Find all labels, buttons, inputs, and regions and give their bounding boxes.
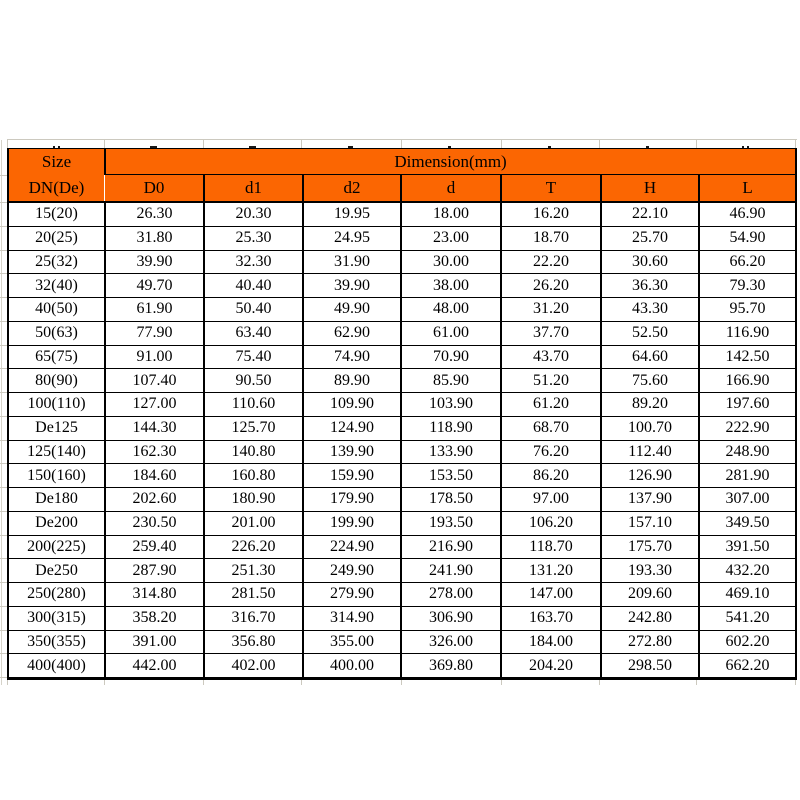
value-cell[interactable]: 281.50	[204, 583, 303, 607]
value-cell[interactable]: 112.40	[601, 440, 699, 464]
value-cell[interactable]: 31.90	[303, 250, 401, 274]
value-cell[interactable]: 139.90	[303, 440, 401, 464]
table-row	[8, 202, 796, 226]
value-cell[interactable]: 349.50	[699, 511, 796, 535]
gutter-gridline-stub	[0, 250, 7, 251]
table-row	[8, 321, 796, 345]
value-cell[interactable]: 391.00	[105, 630, 204, 654]
gutter-gridline-stub	[0, 463, 7, 464]
value-cell[interactable]: 19.95	[303, 202, 401, 226]
value-cell[interactable]: 184.00	[501, 630, 601, 654]
value-cell[interactable]: 16.20	[501, 202, 601, 226]
value-cell[interactable]: 25.70	[601, 226, 699, 250]
size-header-sub-label: DN(De)	[28, 178, 85, 197]
value-cell[interactable]: 166.90	[699, 369, 796, 393]
bottom-gridline-stub	[501, 680, 502, 685]
value-cell[interactable]: 31.20	[501, 298, 601, 322]
size-cell[interactable]: 250(280)	[8, 583, 105, 607]
value-cell[interactable]: 251.30	[204, 559, 303, 583]
value-cell[interactable]: 48.00	[401, 298, 501, 322]
size-cell[interactable]: 65(75)	[8, 345, 105, 369]
value-cell[interactable]: 298.50	[601, 654, 699, 679]
value-cell[interactable]: 230.50	[105, 511, 204, 535]
value-cell[interactable]: 314.80	[105, 583, 204, 607]
gutter-gridline-stub	[0, 226, 7, 227]
value-cell[interactable]: 61.20	[501, 393, 601, 417]
value-cell[interactable]: 79.30	[699, 274, 796, 298]
value-cell[interactable]: 64.60	[601, 345, 699, 369]
value-cell[interactable]: 224.90	[303, 535, 401, 559]
bottom-gridline-stub	[301, 680, 302, 685]
value-cell[interactable]: 90.50	[204, 369, 303, 393]
table-row	[8, 511, 796, 535]
header-row-1	[8, 149, 796, 175]
value-cell[interactable]: 662.20	[699, 654, 796, 679]
value-cell[interactable]: 63.40	[204, 321, 303, 345]
value-cell[interactable]: 142.50	[699, 345, 796, 369]
bottom-gridline-stub	[401, 680, 402, 685]
value-cell[interactable]: 77.90	[105, 321, 204, 345]
value-cell[interactable]: 30.00	[401, 250, 501, 274]
size-cell[interactable]: De200	[8, 511, 105, 535]
gutter-gridline-stub	[0, 273, 7, 274]
bottom-gridline-stub	[599, 680, 600, 685]
bottom-gridline-stub	[203, 680, 204, 685]
value-cell[interactable]: 197.60	[699, 393, 796, 417]
value-cell[interactable]: 442.00	[105, 654, 204, 679]
value-cell[interactable]: 242.80	[601, 606, 699, 630]
value-cell[interactable]: 226.20	[204, 535, 303, 559]
value-cell[interactable]: 52.50	[601, 321, 699, 345]
size-cell[interactable]: 300(315)	[8, 606, 105, 630]
table-row	[8, 393, 796, 417]
value-cell[interactable]: 279.90	[303, 583, 401, 607]
value-cell[interactable]: 118.90	[401, 416, 501, 440]
table-row	[8, 369, 796, 393]
size-cell[interactable]: 80(90)	[8, 369, 105, 393]
header-row-2	[8, 175, 796, 202]
value-cell[interactable]: 184.60	[105, 464, 204, 488]
gutter-gridline-stub	[0, 345, 7, 346]
left-gridline-artifact	[1, 140, 2, 685]
value-cell[interactable]: 49.70	[105, 274, 204, 298]
gutter-gridline-stub	[0, 175, 7, 176]
gutter-gridline-stub	[0, 606, 7, 607]
value-cell[interactable]: 75.40	[204, 345, 303, 369]
table-row	[8, 630, 796, 654]
value-cell[interactable]: 68.70	[501, 416, 601, 440]
value-cell[interactable]: 201.00	[204, 511, 303, 535]
value-cell[interactable]: 140.80	[204, 440, 303, 464]
bottom-gridline-stub	[696, 680, 697, 685]
value-cell[interactable]: 179.90	[303, 488, 401, 512]
value-cell[interactable]: 306.90	[401, 606, 501, 630]
value-cell[interactable]: 100.70	[601, 416, 699, 440]
value-cell[interactable]: 272.80	[601, 630, 699, 654]
value-cell[interactable]: 51.20	[501, 369, 601, 393]
value-cell[interactable]: 39.90	[105, 250, 204, 274]
value-cell[interactable]: 127.00	[105, 393, 204, 417]
value-cell[interactable]: 193.30	[601, 559, 699, 583]
value-cell[interactable]: 31.80	[105, 226, 204, 250]
value-cell[interactable]: 358.20	[105, 606, 204, 630]
size-cell[interactable]: 400(400)	[8, 654, 105, 679]
value-cell[interactable]: 160.80	[204, 464, 303, 488]
value-cell[interactable]: 541.20	[699, 606, 796, 630]
gutter-gridline-stub	[0, 440, 7, 441]
bottom-gridline-stub	[795, 680, 796, 685]
value-cell[interactable]: 202.60	[105, 488, 204, 512]
value-cell[interactable]: 95.70	[699, 298, 796, 322]
gutter-gridline-stub	[0, 582, 7, 583]
gutter-gridline-stub	[0, 368, 7, 369]
value-cell[interactable]: 316.70	[204, 606, 303, 630]
value-cell[interactable]: 24.95	[303, 226, 401, 250]
value-cell[interactable]: 30.60	[601, 250, 699, 274]
value-cell[interactable]: 40.40	[204, 274, 303, 298]
value-cell[interactable]: 54.90	[699, 226, 796, 250]
gutter-gridline-stub	[0, 202, 7, 203]
value-cell[interactable]: 43.70	[501, 345, 601, 369]
value-cell[interactable]: 61.90	[105, 298, 204, 322]
value-cell[interactable]: 209.60	[601, 583, 699, 607]
value-cell[interactable]: 43.30	[601, 298, 699, 322]
value-cell[interactable]: 18.00	[401, 202, 501, 226]
dimension-table	[7, 148, 797, 680]
value-cell[interactable]: 103.90	[401, 393, 501, 417]
value-cell[interactable]: 307.00	[699, 488, 796, 512]
table-row	[8, 559, 796, 583]
value-cell[interactable]: 356.80	[204, 630, 303, 654]
value-cell[interactable]: 402.00	[204, 654, 303, 679]
gutter-gridline-stub	[0, 321, 7, 322]
value-cell[interactable]: 26.30	[105, 202, 204, 226]
table-row	[8, 606, 796, 630]
value-cell[interactable]: 124.90	[303, 416, 401, 440]
dimension-header-cell[interactable]: Dimension(mm)	[105, 149, 796, 175]
gutter-gridline-stub	[0, 392, 7, 393]
gutter-gridline-stub	[0, 511, 7, 512]
value-cell[interactable]: 133.90	[401, 440, 501, 464]
table-row	[8, 345, 796, 369]
value-cell[interactable]: 91.00	[105, 345, 204, 369]
value-cell[interactable]: 602.20	[699, 630, 796, 654]
value-cell[interactable]: 391.50	[699, 535, 796, 559]
value-cell[interactable]: 400.00	[303, 654, 401, 679]
value-cell[interactable]: 137.90	[601, 488, 699, 512]
column-header-l[interactable]: L	[699, 175, 796, 202]
value-cell[interactable]: 23.00	[401, 226, 501, 250]
size-header-label: Size	[41, 152, 72, 171]
value-cell[interactable]: 180.90	[204, 488, 303, 512]
value-cell[interactable]: 178.50	[401, 488, 501, 512]
value-cell[interactable]: 204.20	[501, 654, 601, 679]
value-cell[interactable]: 287.90	[105, 559, 204, 583]
value-cell[interactable]: 248.90	[699, 440, 796, 464]
gutter-gridline-stub	[0, 535, 7, 536]
value-cell[interactable]: 326.00	[401, 630, 501, 654]
value-cell[interactable]: 193.50	[401, 511, 501, 535]
value-cell[interactable]: 49.90	[303, 298, 401, 322]
column-header-d1[interactable]: d1	[204, 175, 303, 202]
value-cell[interactable]: 50.40	[204, 298, 303, 322]
table-row	[8, 274, 796, 298]
value-cell[interactable]: 355.00	[303, 630, 401, 654]
value-cell[interactable]: 159.90	[303, 464, 401, 488]
value-cell[interactable]: 469.10	[699, 583, 796, 607]
value-cell[interactable]: 38.00	[401, 274, 501, 298]
value-cell[interactable]: 241.90	[401, 559, 501, 583]
size-cell[interactable]: 100(110)	[8, 393, 105, 417]
table-row	[8, 583, 796, 607]
value-cell[interactable]: 37.70	[501, 321, 601, 345]
value-cell[interactable]: 46.90	[699, 202, 796, 226]
value-cell[interactable]: 432.20	[699, 559, 796, 583]
size-header-cell[interactable]	[8, 149, 105, 203]
value-cell[interactable]: 22.20	[501, 250, 601, 274]
table-row	[8, 654, 796, 679]
value-cell[interactable]: 62.90	[303, 321, 401, 345]
gutter-gridline-stub	[0, 297, 7, 298]
value-cell[interactable]: 32.30	[204, 250, 303, 274]
value-cell[interactable]: 116.90	[699, 321, 796, 345]
size-cell[interactable]: 350(355)	[8, 630, 105, 654]
size-cell[interactable]: 25(32)	[8, 250, 105, 274]
value-cell[interactable]: 86.20	[501, 464, 601, 488]
value-cell[interactable]: 118.70	[501, 535, 601, 559]
value-cell[interactable]: 18.70	[501, 226, 601, 250]
size-cell[interactable]: De180	[8, 488, 105, 512]
value-cell[interactable]: 222.90	[699, 416, 796, 440]
value-cell[interactable]: 25.30	[204, 226, 303, 250]
value-cell[interactable]: 369.80	[401, 654, 501, 679]
table-row	[8, 226, 796, 250]
bottom-gridline-stub	[104, 680, 105, 685]
size-cell[interactable]: De125	[8, 416, 105, 440]
value-cell[interactable]: 278.00	[401, 583, 501, 607]
gutter-gridline-stub	[0, 487, 7, 488]
value-cell[interactable]: 157.10	[601, 511, 699, 535]
value-cell[interactable]: 259.40	[105, 535, 204, 559]
size-cell[interactable]: 50(63)	[8, 321, 105, 345]
value-cell[interactable]: 106.20	[501, 511, 601, 535]
table-row	[8, 464, 796, 488]
table-row	[8, 488, 796, 512]
size-cell[interactable]: 40(50)	[8, 298, 105, 322]
size-cell[interactable]: 150(160)	[8, 464, 105, 488]
value-cell[interactable]: 163.70	[501, 606, 601, 630]
value-cell[interactable]: 153.50	[401, 464, 501, 488]
table-row	[8, 298, 796, 322]
size-cell[interactable]: 15(20)	[8, 202, 105, 226]
table-row	[8, 250, 796, 274]
gutter-gridline-stub	[0, 558, 7, 559]
value-cell[interactable]: 126.90	[601, 464, 699, 488]
value-cell[interactable]: 66.20	[699, 250, 796, 274]
value-cell[interactable]: 76.20	[501, 440, 601, 464]
size-cell[interactable]: 20(25)	[8, 226, 105, 250]
column-header-h[interactable]: H	[601, 175, 699, 202]
value-cell[interactable]: 249.90	[303, 559, 401, 583]
value-cell[interactable]: 85.90	[401, 369, 501, 393]
value-cell[interactable]: 70.90	[401, 345, 501, 369]
value-cell[interactable]: 199.90	[303, 511, 401, 535]
table-row	[8, 440, 796, 464]
gutter-gridline-stub	[0, 416, 7, 417]
value-cell[interactable]: 97.00	[501, 488, 601, 512]
value-cell[interactable]: 109.90	[303, 393, 401, 417]
value-cell[interactable]: 175.70	[601, 535, 699, 559]
column-header-t[interactable]: T	[501, 175, 601, 202]
gutter-gridline-stub	[0, 630, 7, 631]
value-cell[interactable]: 281.90	[699, 464, 796, 488]
value-cell[interactable]: 61.00	[401, 321, 501, 345]
value-cell[interactable]: 162.30	[105, 440, 204, 464]
value-cell[interactable]: 89.20	[601, 393, 699, 417]
size-cell[interactable]: De250	[8, 559, 105, 583]
value-cell[interactable]: 131.20	[501, 559, 601, 583]
value-cell[interactable]: 75.60	[601, 369, 699, 393]
value-cell[interactable]: 147.00	[501, 583, 601, 607]
value-cell[interactable]: 36.30	[601, 274, 699, 298]
value-cell[interactable]: 314.90	[303, 606, 401, 630]
value-cell[interactable]: 107.40	[105, 369, 204, 393]
bottom-gridline-stub	[7, 680, 8, 685]
size-cell[interactable]: 32(40)	[8, 274, 105, 298]
value-cell[interactable]: 22.10	[601, 202, 699, 226]
value-cell[interactable]: 144.30	[105, 416, 204, 440]
value-cell[interactable]: 216.90	[401, 535, 501, 559]
table-row	[8, 416, 796, 440]
gutter-gridline-stub	[0, 653, 7, 654]
value-cell[interactable]: 110.60	[204, 393, 303, 417]
column-header-d[interactable]: d	[401, 175, 501, 202]
value-cell[interactable]: 74.90	[303, 345, 401, 369]
value-cell[interactable]: 89.90	[303, 369, 401, 393]
value-cell[interactable]: 26.20	[501, 274, 601, 298]
value-cell[interactable]: 39.90	[303, 274, 401, 298]
value-cell[interactable]: 20.30	[204, 202, 303, 226]
size-cell[interactable]: 200(225)	[8, 535, 105, 559]
column-header-d2[interactable]: d2	[303, 175, 401, 202]
column-header-d0[interactable]: D0	[105, 175, 204, 202]
gutter-gridline-stub	[0, 677, 7, 678]
value-cell[interactable]: 125.70	[204, 416, 303, 440]
table-row	[8, 535, 796, 559]
size-cell[interactable]: 125(140)	[8, 440, 105, 464]
